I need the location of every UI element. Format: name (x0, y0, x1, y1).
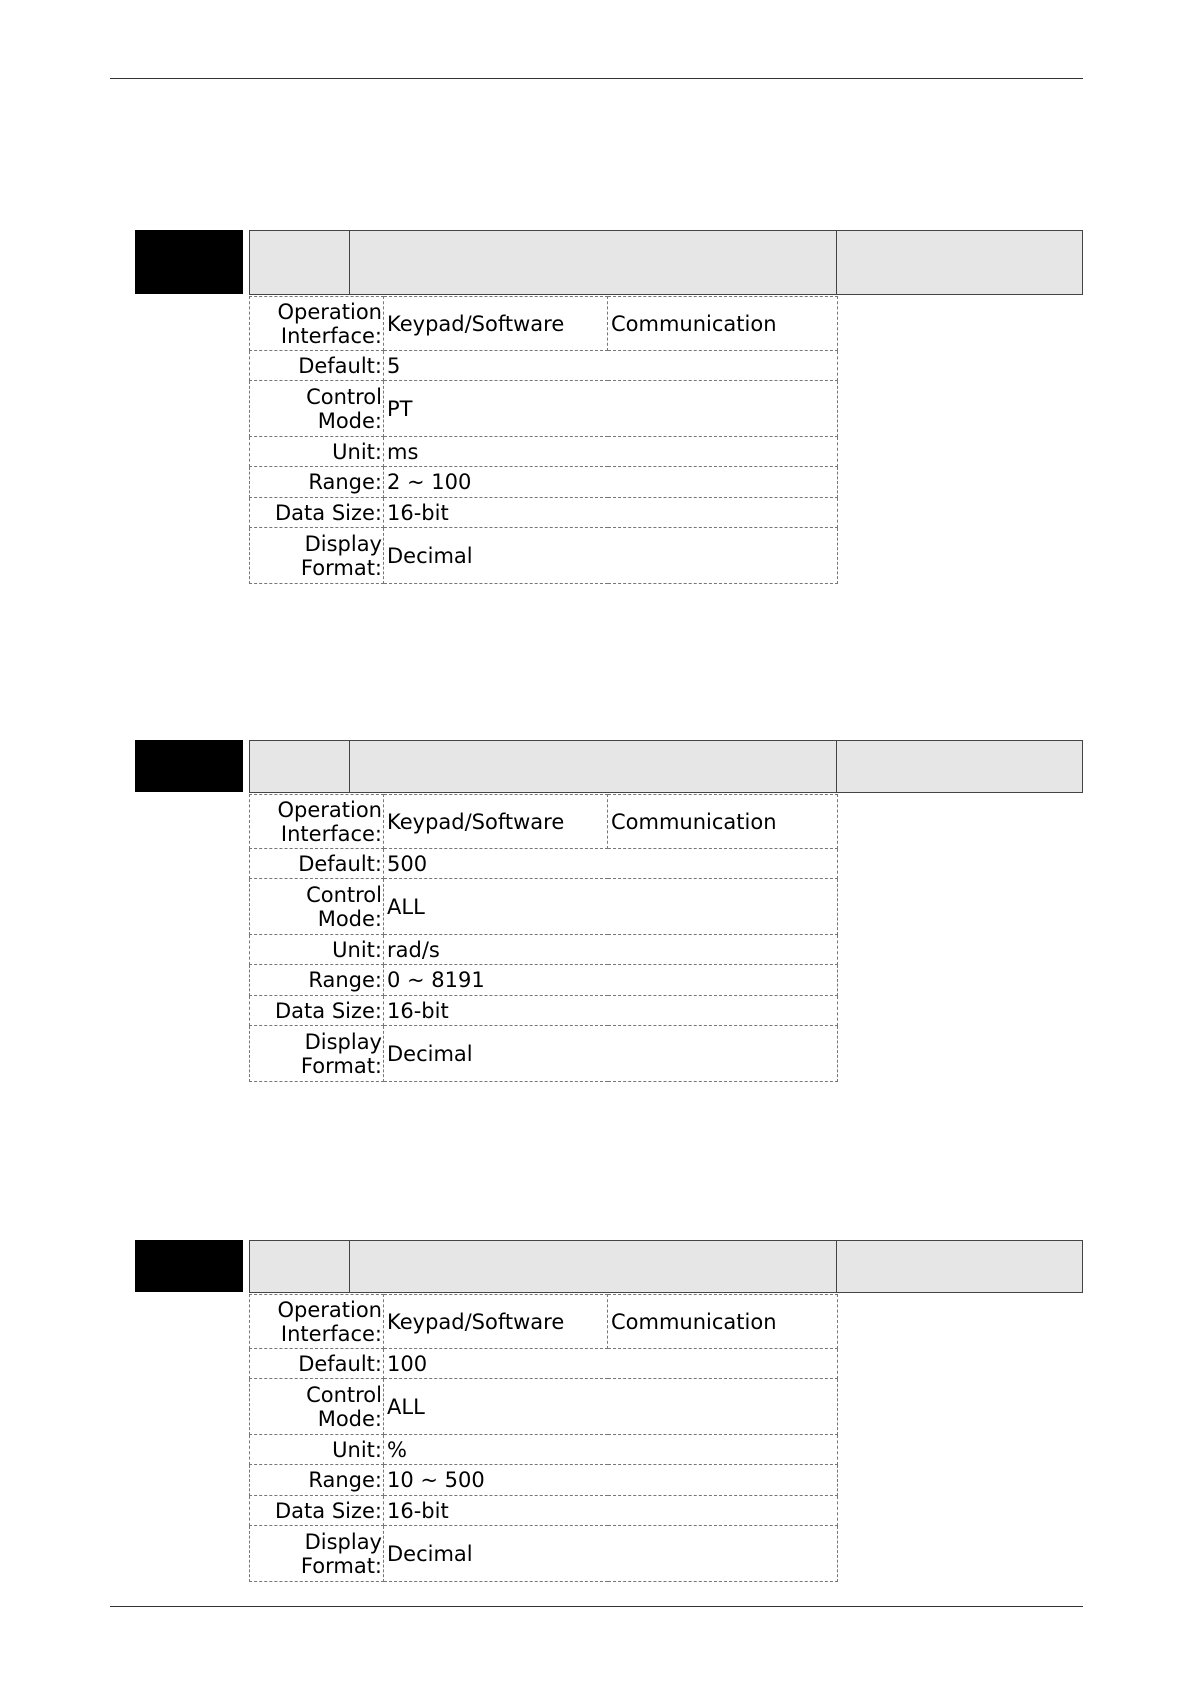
control-mode-value: ALL (384, 1379, 838, 1435)
default-value: 500 (384, 849, 838, 879)
table-row (250, 879, 838, 935)
default-value: 5 (384, 351, 838, 381)
display-format-value: Decimal (384, 1526, 838, 1582)
parameter-header (249, 230, 1083, 295)
parameter-attributes-table (249, 1294, 838, 1582)
table-row (250, 1295, 838, 1349)
footer-rule (110, 1606, 1083, 1607)
operation-interface-label: Operation Interface: (250, 795, 384, 849)
unit-label: Unit: (250, 437, 384, 467)
table-row (250, 498, 838, 528)
parameter-header (249, 1240, 1083, 1293)
parameter-number-tab (135, 1240, 243, 1292)
table-row (250, 437, 838, 467)
table-row (250, 996, 838, 1026)
data-size-label: Data Size: (250, 1496, 384, 1526)
parameter-attributes-table (249, 794, 838, 1082)
unit-label: Unit: (250, 1435, 384, 1465)
header-divider (349, 1241, 350, 1292)
range-label: Range: (250, 965, 384, 996)
unit-value: rad/s (384, 935, 838, 965)
parameter-number-tab (135, 740, 243, 792)
control-mode-label: Control Mode: (250, 381, 384, 437)
display-format-value: Decimal (384, 1026, 838, 1082)
table-row (250, 1526, 838, 1582)
range-label: Range: (250, 467, 384, 498)
parameter-number-tab (135, 230, 243, 294)
table-row (250, 528, 838, 584)
operation-interface-value: Keypad/Software (384, 297, 608, 351)
table-row (250, 1435, 838, 1465)
table-row (250, 467, 838, 498)
header-divider (349, 741, 350, 792)
unit-value: % (384, 1435, 838, 1465)
table-row (250, 1465, 838, 1496)
data-size-label: Data Size: (250, 498, 384, 528)
control-mode-label: Control Mode: (250, 1379, 384, 1435)
operation-interface-value: Communication (608, 1295, 838, 1349)
default-value: 100 (384, 1349, 838, 1379)
range-value: 10 ~ 500 (384, 1465, 838, 1496)
display-format-label: Display Format: (250, 1526, 384, 1582)
range-value: 0 ~ 8191 (384, 965, 838, 996)
range-label: Range: (250, 1465, 384, 1496)
display-format-label: Display Format: (250, 528, 384, 584)
table-row (250, 795, 838, 849)
header-divider (836, 1241, 837, 1292)
header-divider (836, 231, 837, 294)
data-size-value: 16-bit (384, 498, 838, 528)
operation-interface-label: Operation Interface: (250, 1295, 384, 1349)
control-mode-value: PT (384, 381, 838, 437)
range-value: 2 ~ 100 (384, 467, 838, 498)
operation-interface-label: Operation Interface: (250, 297, 384, 351)
header-divider (349, 231, 350, 294)
operation-interface-value: Keypad/Software (384, 795, 608, 849)
table-row (250, 935, 838, 965)
default-label: Default: (250, 849, 384, 879)
data-size-label: Data Size: (250, 996, 384, 1026)
table-row (250, 351, 838, 381)
header-divider (836, 741, 837, 792)
table-row (250, 1379, 838, 1435)
operation-interface-value: Communication (608, 297, 838, 351)
table-row (250, 381, 838, 437)
unit-label: Unit: (250, 935, 384, 965)
header-rule (110, 78, 1083, 79)
control-mode-label: Control Mode: (250, 879, 384, 935)
table-row (250, 1026, 838, 1082)
default-label: Default: (250, 351, 384, 381)
default-label: Default: (250, 1349, 384, 1379)
table-row (250, 849, 838, 879)
table-row (250, 297, 838, 351)
parameter-attributes-table (249, 296, 838, 584)
display-format-label: Display Format: (250, 1026, 384, 1082)
data-size-value: 16-bit (384, 996, 838, 1026)
operation-interface-value: Communication (608, 795, 838, 849)
operation-interface-value: Keypad/Software (384, 1295, 608, 1349)
table-row (250, 965, 838, 996)
control-mode-value: ALL (384, 879, 838, 935)
unit-value: ms (384, 437, 838, 467)
table-row (250, 1349, 838, 1379)
display-format-value: Decimal (384, 528, 838, 584)
parameter-header (249, 740, 1083, 793)
table-row (250, 1496, 838, 1526)
data-size-value: 16-bit (384, 1496, 838, 1526)
